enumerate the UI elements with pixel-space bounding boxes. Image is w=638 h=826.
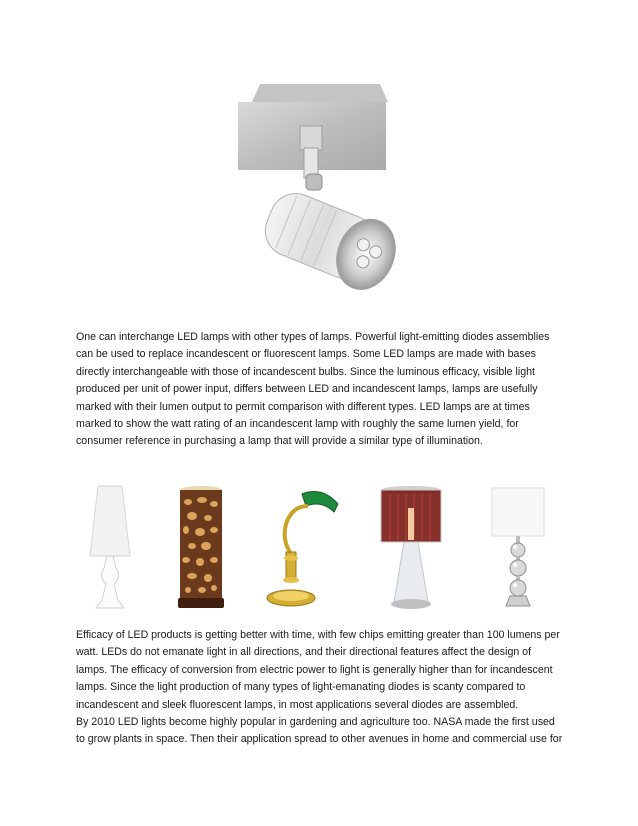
paragraph-led-gardening: By 2010 LED lights become highly popular in gardening and agriculture too. NASA made the first used to grow plants in space. Then their application spread to other avenues in home and commercial use for xyxy=(76,716,563,746)
perforated-cylinder-lamp-image xyxy=(176,484,226,614)
paragraph-led-lamps: One can interchange LED lamps with other types of lamps. Powerful light-emitting diodes assemblies can be used to replace incandescent or fluorescent lamps. Some LED lamps are made with bases directly interchangeable with those of incandescent bulbs. Since the luminous efficacy, visible light produced per unit of power input, differs between LED and incandescent lamps, lamps are usefully marked with their lumen output to permit comparison with different types. LED lamps are at times marked to show the watt rating of an incandescent lamp with roughly the same lumen yield, for consumer reference in purchasing a lamp that will provide a similar type of illumination. xyxy=(76,331,550,448)
red-glass-lamp-image xyxy=(376,484,446,614)
paragraph-led-efficacy: Efficacy of LED products is getting better with time, with few chips emitting greater than 100 lumens per watt. LEDs do not emanate light in all directions, and their directional features affect the design of lamps. The efficacy of conversion from electric power to light is generally higher than for incandescent lamps. Since the light production of many types of light-emanating diodes is scanty compared to incandescent and sleek fluorescent lamps, in most applications several diodes are assembled. xyxy=(76,629,560,711)
white-candlestick-lamp-image xyxy=(84,484,136,614)
chrome-ball-lamp-image xyxy=(488,484,548,614)
led-spotlight-image xyxy=(230,82,406,314)
brass-bankers-lamp-image xyxy=(262,484,342,614)
